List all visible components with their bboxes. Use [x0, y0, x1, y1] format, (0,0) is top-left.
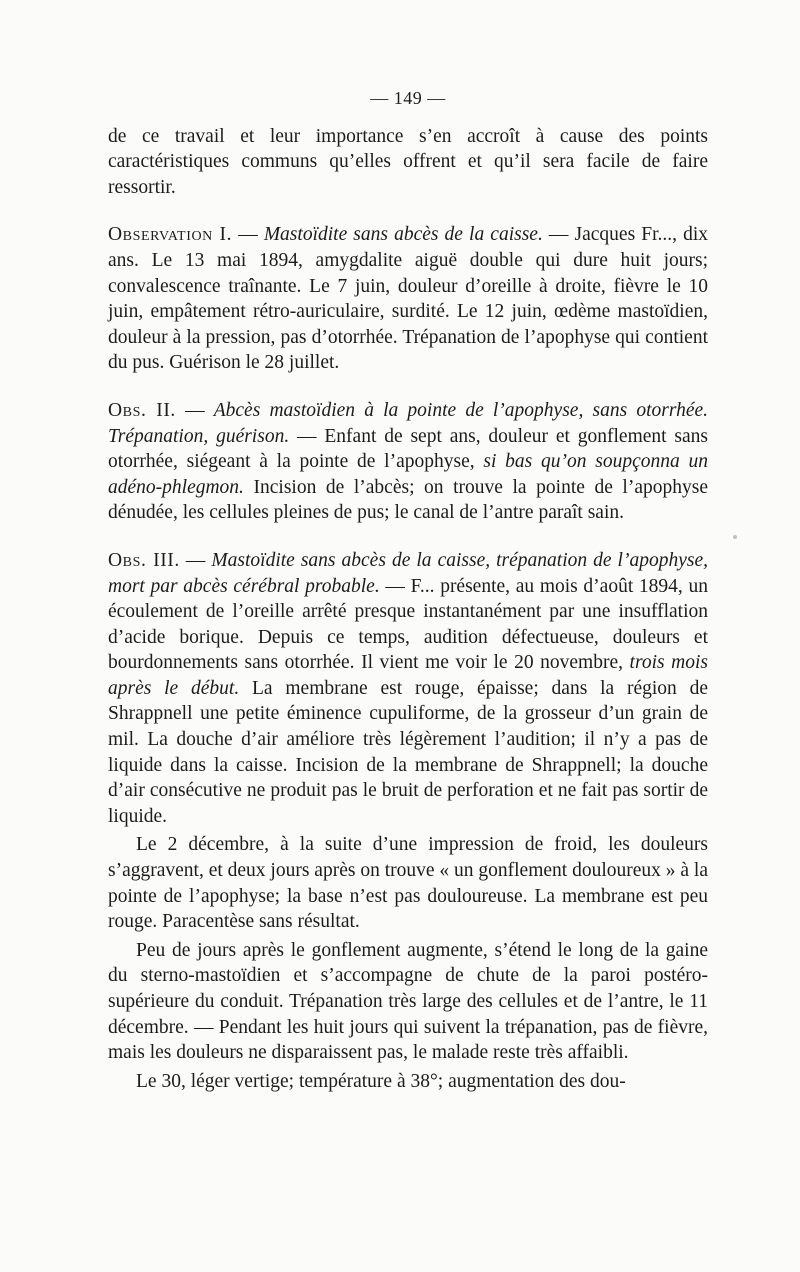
observation-3-body-a: — F... présente, au mois d’août 1894, un écoulement de l’oreille arrêté presque instantanément par une insufflation d’acide borique. Depuis ce temps, audition défectueuse, douleurs et bourdonnements sans otorrhée. Il vient me voir le 20 novembre,: [108, 575, 708, 674]
observation-2-body-b: Incision de l’abcès; on trouve la pointe de l’apophyse dénudée, les cellules pleines de pus; le canal de l’antre paraît sain.: [108, 476, 708, 524]
observation-1: [108, 222, 708, 376]
observation-3-separator: —: [179, 549, 212, 571]
observation-1-body: — Jacques Fr..., dix ans. Le 13 mai 1894, amygdalite aiguë double qui dure huit jours; convalescence traînante. Le 7 juin, douleur d’oreille à droite, fièvre le 10 juin, empâtement rétro-auriculaire, surdité. Le 12 juin, œdème mastoïdien, douleur à la pression, pas d’otorrhée. Trépanation de l’apophyse qui contient du pus. Guérison le 28 juillet.: [108, 224, 709, 374]
observation-2-separator: —: [175, 399, 214, 421]
observation-2-label: Obs. II.: [108, 399, 176, 421]
observation-3: [108, 548, 708, 830]
continuation-paragraph-3: Le 30, léger vertige; température à 38°; augmentation des dou-: [136, 1070, 626, 1092]
observation-2: [108, 398, 708, 526]
observation-1-label: Observation I.: [108, 224, 233, 246]
observation-2-body-a: — Enfant de sept ans, douleur et gonflement sans otorrhée, siégeant à la pointe de l’apophyse,: [108, 425, 708, 473]
continuation-paragraph-2: Peu de jours après le gonflement augmente, s’étend le long de la gaine du sterno-mastoïdien et s’accompagne de chute de la paroi postéro-supérieure du conduit. Trépanation très large des cellules et de l’antre, le 11 décembre. — Pendant les huit jours qui suivent la trépanation, pas de fièvre, mais les douleurs ne disparaissent pas, le malade reste très affaibli.: [108, 939, 708, 1064]
page-number: — 149 —: [370, 88, 446, 108]
observation-2-italic-note: si bas qu’on soupçonna un adéno-phlegmon.: [108, 451, 708, 498]
ink-speck: [733, 535, 737, 539]
page-text: [108, 86, 708, 1094]
observation-3-body-b: La membrane est rouge, épaisse; dans la région de Shrappnell une petite éminence cupuliforme, de la grosseur d’un grain de mil. La douche d’air améliore très légèrement l’audition; il n’y a pas de liquide dans la caisse. Incision de la membrane de Shrappnell; la douche d’air consécutive ne produit pas le bruit de perforation et ne fait pas sortir de liquide.: [108, 677, 709, 827]
observation-3-label: Obs. III.: [108, 549, 180, 571]
continuation-paragraph-1: Le 2 décembre, à la suite d’une impression de froid, les douleurs s’aggravent, et deux jours après on trouve « un gonflement douloureux » à la pointe de l’apophyse; la base n’est pas douloureuse. La membrane est peu rouge. Paracentèse sans résultat.: [108, 834, 708, 933]
intro-paragraph: de ce travail et leur importance s’en accroît à cause des points caractéristiques communs qu’elles offrent et qu’il sera facile de faire ressortir.: [108, 125, 708, 198]
observation-3-title: Mastoïdite sans abcès de la caisse, trépanation de l’apophyse, mort par abcès cérébral probable.: [108, 549, 708, 597]
observation-2-title: Abcès mastoïdien à la pointe de l’apophyse, sans otorrhée. Trépanation, guérison.: [108, 399, 708, 447]
observation-3-italic-note: trois mois après le début.: [108, 652, 708, 699]
observation-1-separator: —: [232, 224, 264, 246]
observation-1-title: Mastoïdite sans abcès de la caisse.: [263, 224, 543, 246]
